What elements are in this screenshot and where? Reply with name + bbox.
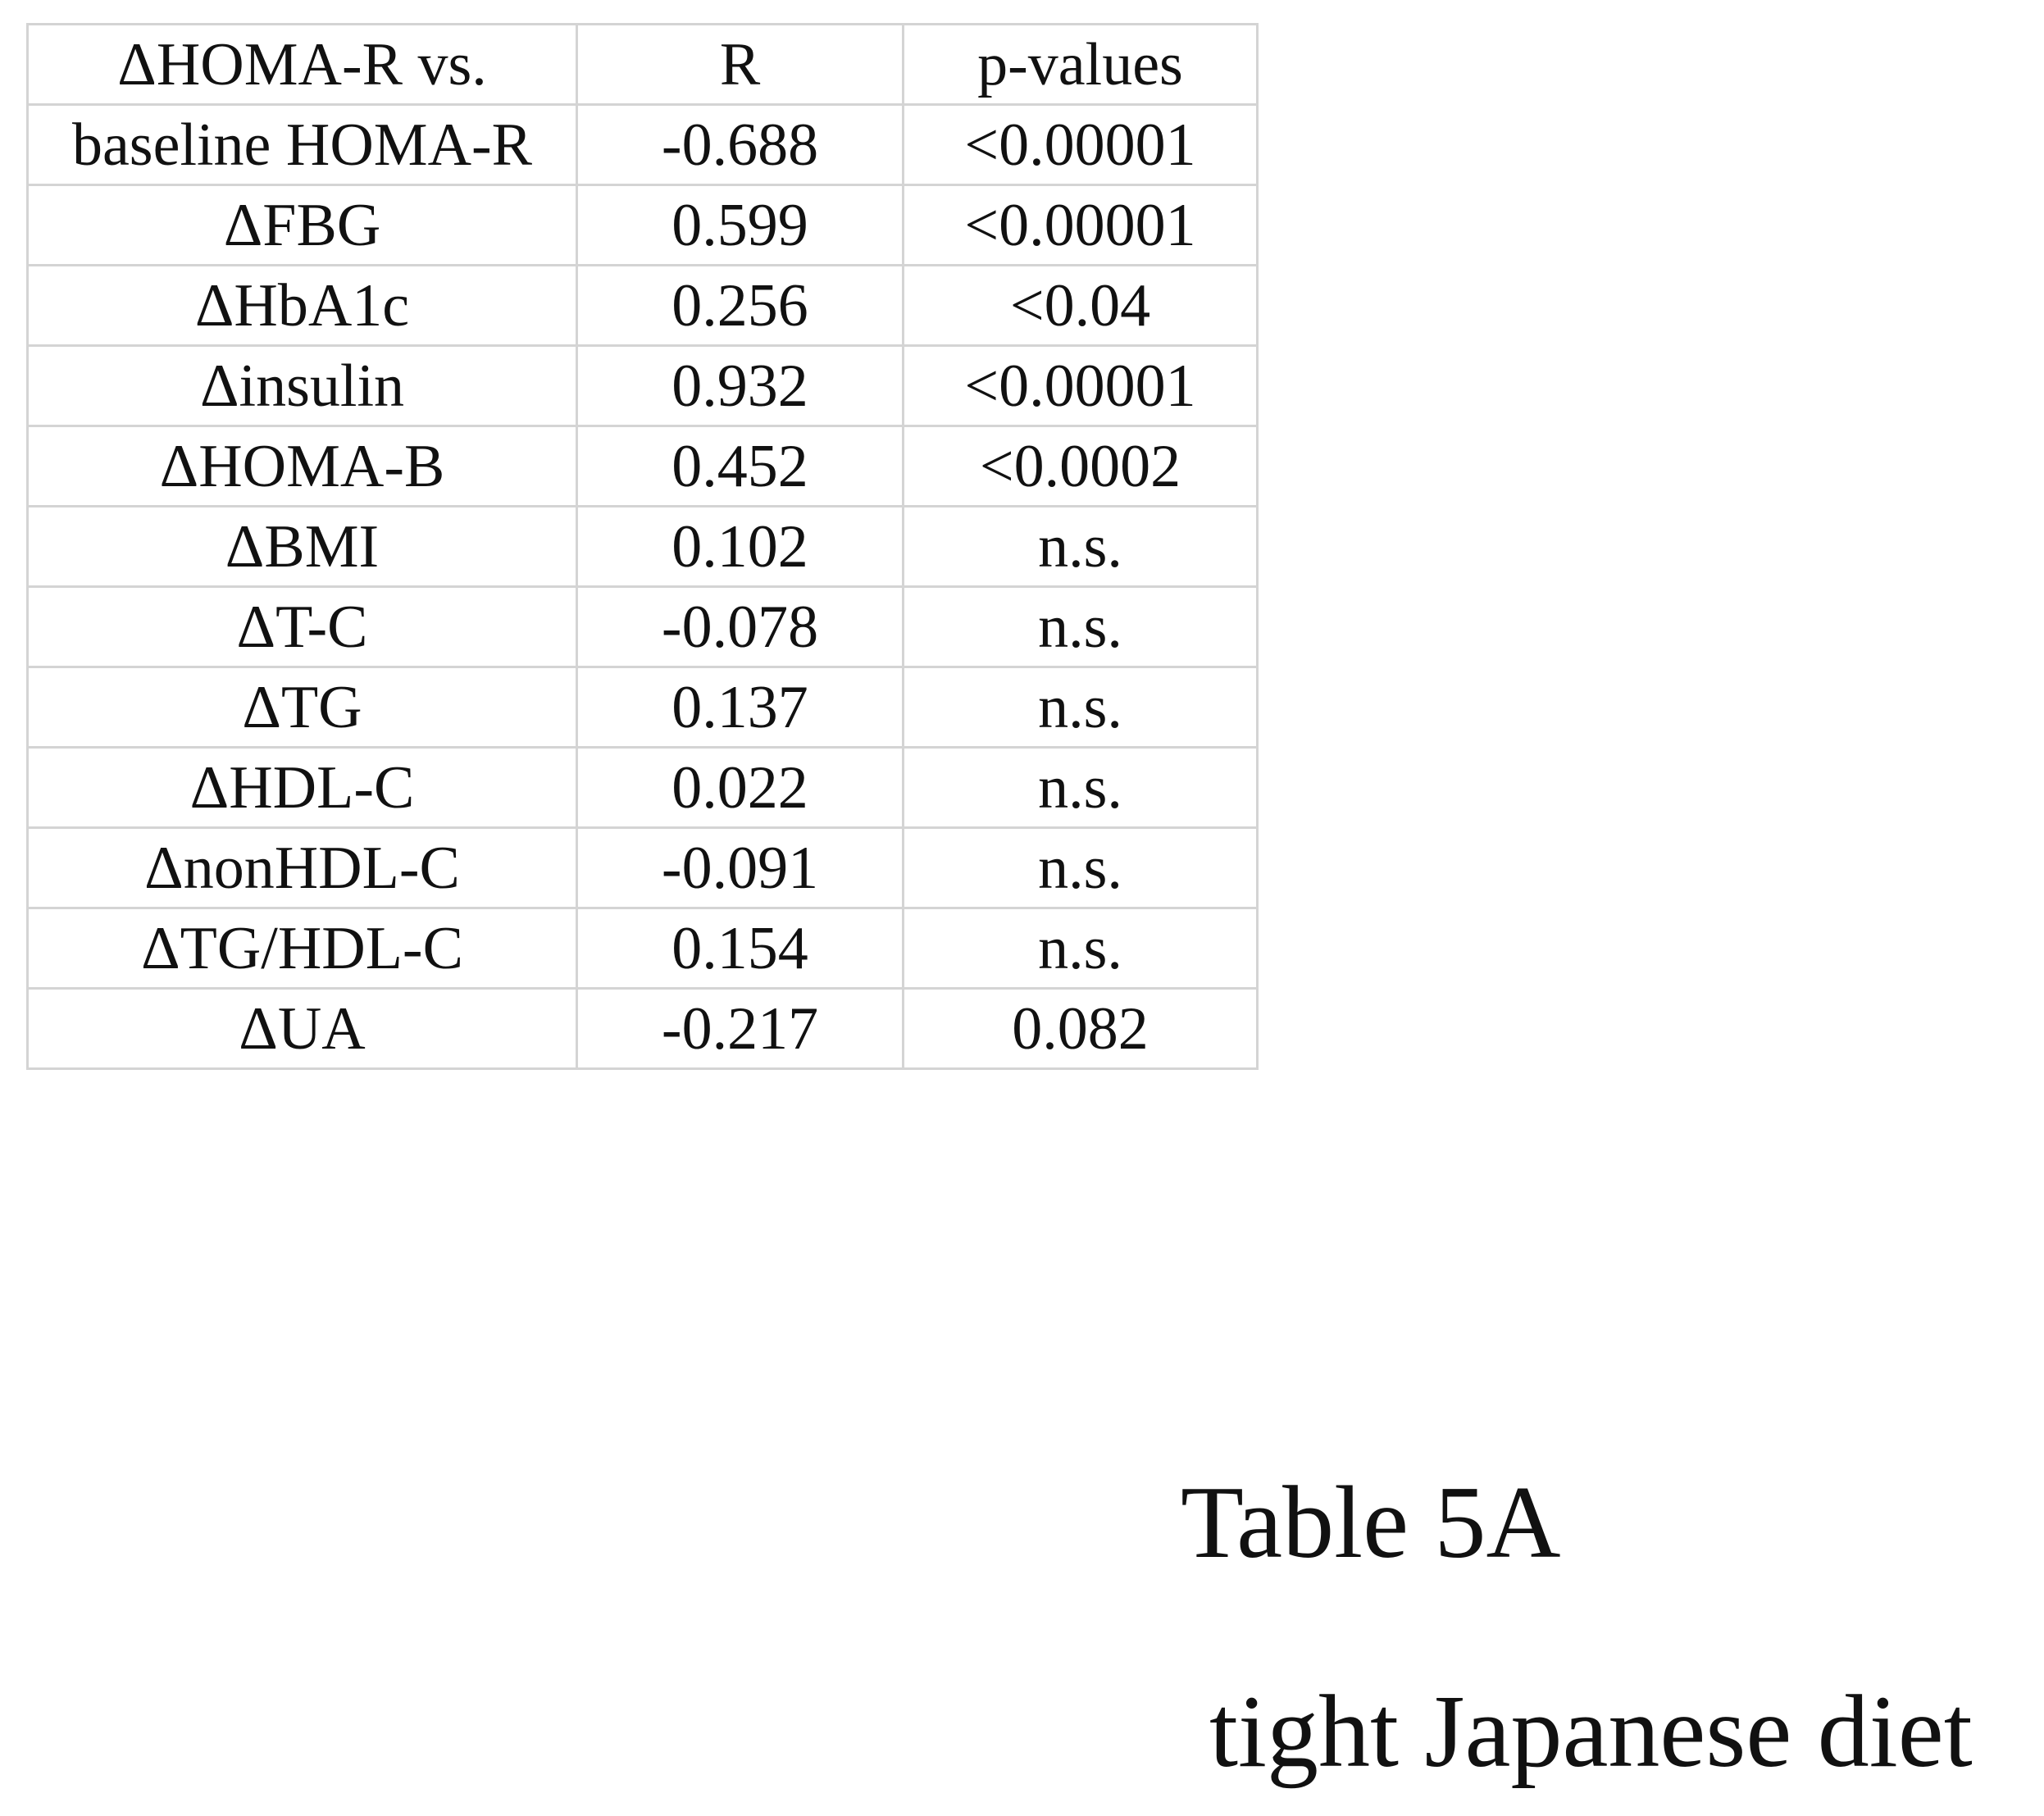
cell-r: 0.022 (577, 748, 904, 828)
table-header-row (28, 25, 1258, 105)
cell-r: 0.154 (577, 908, 904, 989)
table-row (28, 908, 1258, 989)
table-row (28, 266, 1258, 346)
cell-r: -0.217 (577, 989, 904, 1069)
cell-variable: ΔTG (28, 667, 577, 748)
cell-p-value: n.s. (904, 667, 1258, 748)
cell-p-value: <0.00001 (904, 185, 1258, 266)
cell-p-value: <0.00001 (904, 105, 1258, 185)
cell-r: 0.452 (577, 426, 904, 507)
cell-r: 0.137 (577, 667, 904, 748)
table-caption-title: Table 5A (1181, 1466, 1561, 1580)
table-row (28, 587, 1258, 667)
cell-variable: ΔHDL-C (28, 748, 577, 828)
cell-p-value: <0.0002 (904, 426, 1258, 507)
table-row (28, 185, 1258, 266)
cell-variable: ΔBMI (28, 507, 577, 587)
table-row (28, 426, 1258, 507)
cell-variable: ΔUA (28, 989, 577, 1069)
cell-p-value: n.s. (904, 748, 1258, 828)
table-row (28, 989, 1258, 1069)
table-row (28, 346, 1258, 426)
table-body (28, 25, 1258, 1069)
table-row (28, 828, 1258, 908)
cell-p-value: n.s. (904, 587, 1258, 667)
table-row (28, 507, 1258, 587)
correlation-table (26, 23, 1259, 1070)
cell-variable: Δinsulin (28, 346, 577, 426)
header-variable: ΔHOMA-R vs. (28, 25, 577, 105)
cell-r: 0.932 (577, 346, 904, 426)
cell-variable: baseline HOMA-R (28, 105, 577, 185)
header-r: R (577, 25, 904, 105)
table-row (28, 748, 1258, 828)
cell-r: 0.599 (577, 185, 904, 266)
cell-p-value: n.s. (904, 908, 1258, 989)
cell-variable: ΔHOMA-B (28, 426, 577, 507)
cell-r: 0.256 (577, 266, 904, 346)
cell-variable: ΔHbA1c (28, 266, 577, 346)
cell-r: -0.091 (577, 828, 904, 908)
cell-p-value: <0.00001 (904, 346, 1258, 426)
header-p-values: p-values (904, 25, 1258, 105)
cell-variable: ΔT-C (28, 587, 577, 667)
cell-variable: ΔFBG (28, 185, 577, 266)
cell-variable: ΔnonHDL-C (28, 828, 577, 908)
cell-r: -0.688 (577, 105, 904, 185)
table-row (28, 105, 1258, 185)
cell-p-value: 0.082 (904, 989, 1258, 1069)
cell-p-value: <0.04 (904, 266, 1258, 346)
cell-r: 0.102 (577, 507, 904, 587)
cell-p-value: n.s. (904, 828, 1258, 908)
cell-p-value: n.s. (904, 507, 1258, 587)
table-caption-subtitle: tight Japanese diet (1209, 1675, 1973, 1789)
table-row (28, 667, 1258, 748)
cell-r: -0.078 (577, 587, 904, 667)
cell-variable: ΔTG/HDL-C (28, 908, 577, 989)
